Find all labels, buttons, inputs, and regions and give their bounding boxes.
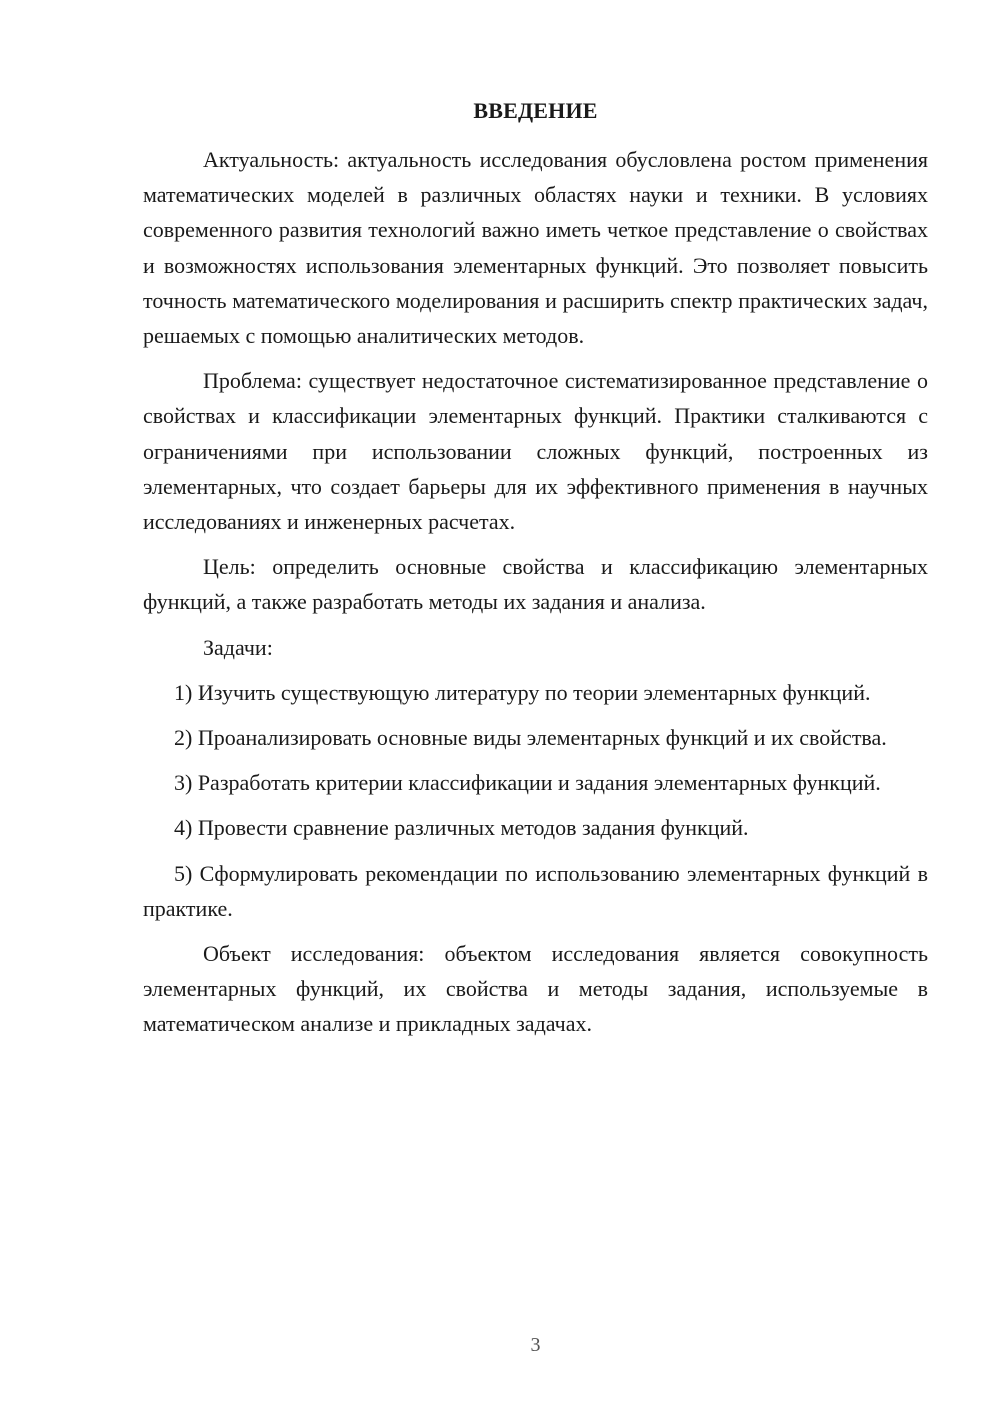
tasks-heading: Задачи: xyxy=(203,634,273,660)
task-item: 4) Провести сравнение различных методов задания функций. xyxy=(174,815,749,841)
document-page xyxy=(143,0,928,1414)
task-item: 1) Изучить существующую литературу по теории элементарных функций. xyxy=(174,679,871,705)
task-item: 2) Проанализировать основные виды элементарных функций и их свойства. xyxy=(174,725,887,751)
relevance-paragraph: Актуальность: актуальность исследования обусловлена ростом применения математических моделей в различных областях науки и техники. В условиях современного развития технологий важно иметь четкое представление о свойствах и возможностях использования элементарных функций. Это позволяет повысить точность математического моделирования и расширить спектр практических задач, решаемых с помощью аналитических методов. xyxy=(143,147,928,349)
page-title: ВВЕДЕНИЕ xyxy=(473,98,598,123)
task-item: 5) Сформулировать рекомендации по использованию элементарных функций в практике. xyxy=(143,860,928,921)
problem-paragraph: Проблема: существует недостаточное систематизированное представление о свойствах и классификации элементарных функций. Практики сталкиваются с ограничениями при использовании сложных функций, построенных из элементарных, что создает барьеры для их эффективного применения в научных исследованиях и инженерных расчетах. xyxy=(143,368,928,535)
document-body xyxy=(143,142,928,1052)
page-number: 3 xyxy=(530,1334,541,1356)
goal-paragraph: Цель: определить основные свойства и классификацию элементарных функций, а также разработать методы их задания и анализа. xyxy=(143,554,928,615)
task-item: 3) Разработать критерии классификации и задания элементарных функций. xyxy=(174,770,881,796)
object-paragraph: Объект исследования: объектом исследования является совокупность элементарных функций, их свойства и методы задания, используемые в математическом анализе и прикладных задачах. xyxy=(143,941,928,1037)
